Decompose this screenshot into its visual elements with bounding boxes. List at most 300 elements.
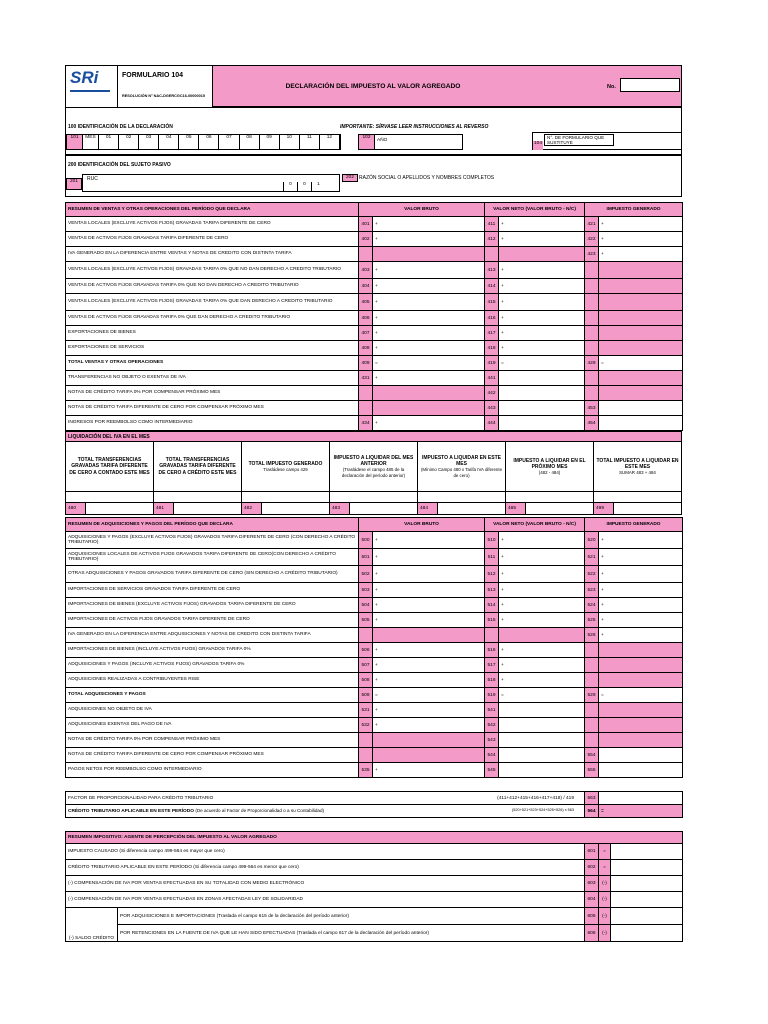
field-543[interactable]: [499, 733, 585, 748]
ident-section: [65, 107, 682, 155]
field-524[interactable]: +: [599, 598, 683, 613]
field-515[interactable]: +: [499, 613, 585, 628]
liq-column: [66, 442, 154, 515]
row-label: NOTAS DE CRÉDITO TARIFA 0% POR COMPENSAR PRÓXIMO MES: [66, 386, 359, 401]
field-519[interactable]: =: [499, 688, 585, 703]
field-415[interactable]: +: [499, 294, 585, 311]
field-509[interactable]: =: [373, 688, 485, 703]
field-code: 554: [585, 748, 599, 763]
field-code: [585, 718, 599, 733]
field-code: [585, 673, 599, 688]
field-502[interactable]: +: [373, 566, 485, 583]
table-row: [66, 532, 683, 549]
blank-field: [599, 703, 683, 718]
field-code: 506: [359, 643, 373, 658]
row-label: EXPORTACIONES DE SERVICIOS: [66, 341, 359, 356]
field-code: 414: [485, 279, 499, 294]
field-code: [585, 371, 599, 386]
field-506[interactable]: +: [373, 643, 485, 658]
field-code: 454: [585, 416, 599, 431]
field-code: 406: [359, 311, 373, 326]
mes-label: MES: [83, 135, 99, 149]
liq-value[interactable]: [86, 503, 153, 514]
logo-underline: [70, 90, 110, 92]
field-401[interactable]: +: [373, 217, 485, 232]
month-cell-10[interactable]: 10: [280, 135, 300, 149]
factor-label: FACTOR DE PROPORCIONALIDAD PARA CRÉDITO TRIBUTARIO: [68, 795, 214, 801]
field-code: 508: [359, 673, 373, 688]
form-number-field[interactable]: [620, 78, 680, 92]
month-cell-08[interactable]: 08: [240, 135, 260, 149]
anio-label[interactable]: AÑO: [377, 138, 388, 143]
field-523[interactable]: +: [599, 583, 683, 598]
field-code: 521: [585, 549, 599, 566]
blank-field: [599, 733, 683, 748]
liq-column: [594, 442, 682, 515]
saldo-code: 606: [585, 925, 599, 942]
field-405[interactable]: +: [373, 294, 485, 311]
table-row: [66, 763, 683, 778]
credito-formula: (520+521+523+524+525+526) x 563: [512, 808, 574, 812]
adq-title: RESUMEN DE ADQUISICIONES Y PAGOS DEL PERÍODO QUE DECLARA: [66, 518, 359, 532]
field-518[interactable]: +: [499, 673, 585, 688]
field-535[interactable]: +: [373, 763, 485, 778]
field-code: 434: [359, 416, 373, 431]
field-code: 431: [359, 371, 373, 386]
saldo-row-label: POR ADQUISICIONES E IMPORTACIONES (Traslada el campo 615 de la declaración del período anterior): [118, 908, 585, 925]
field-531[interactable]: +: [373, 703, 485, 718]
field-513[interactable]: +: [499, 583, 585, 598]
row-label: ADQUISICIONES Y PAGOS (INCLUYE ACTIVOS FIJOS) GRAVADOS TARIFA 0%: [66, 658, 359, 673]
field-520[interactable]: +: [599, 532, 683, 549]
table-row: [66, 326, 683, 341]
field-441[interactable]: [499, 371, 585, 386]
field-510[interactable]: +: [499, 532, 585, 549]
liq-column: [242, 442, 330, 515]
imp-value[interactable]: [611, 876, 683, 892]
imp-value[interactable]: [611, 844, 683, 860]
saldo-label: (-) SALDO CRÉDITO: [66, 908, 118, 942]
field-code: 509: [359, 688, 373, 703]
field-code: 514: [485, 598, 499, 613]
field-418[interactable]: +: [499, 341, 585, 356]
table-row: [66, 341, 683, 356]
field-526[interactable]: +: [599, 628, 683, 643]
field-code: 421: [585, 217, 599, 232]
field-code: 517: [485, 658, 499, 673]
field-423[interactable]: +: [599, 247, 683, 262]
code-202: 202: [342, 174, 358, 182]
field-453[interactable]: [599, 401, 683, 416]
ventas-h-neto: VALOR NETO (VALOR BRUTO - N/C): [485, 203, 585, 217]
field-429[interactable]: =: [599, 356, 683, 371]
blank-field: [373, 386, 485, 401]
blank-field: [599, 673, 683, 688]
field-code: [585, 643, 599, 658]
field-544[interactable]: [499, 748, 585, 763]
row-label: IVA GENERADO EN LA DIFERENCIA ENTRE ADQUISICIONES Y NOTAS DE CREDITO CON DISTINTA TARIFA: [66, 628, 359, 643]
month-cell-01[interactable]: 01: [99, 135, 119, 149]
liq-value[interactable]: [438, 503, 505, 514]
row-label: NOTAS DE CRÉDITO TARIFA DIFERENTE DE CERO POR COMPENSAR PRÓXIMO MES: [66, 401, 359, 416]
imp-sign: (-): [599, 876, 611, 892]
field-505[interactable]: +: [373, 613, 485, 628]
blank-field: [599, 294, 683, 311]
row-label: VENTAS LOCALES (EXCLUYE ACTIVOS FIJOS) GRAVADAS TARIFA 0% QUE NO DAN DERECHO A CREDITO TRIBUTARIO: [66, 262, 359, 279]
code-564: 564: [585, 805, 599, 818]
field-code: 522: [585, 566, 599, 583]
field-code: 542: [485, 718, 499, 733]
field-code: 423: [585, 247, 599, 262]
blank-field: [599, 718, 683, 733]
month-grid: [66, 134, 341, 150]
field-422[interactable]: +: [599, 232, 683, 247]
field-code: 442: [485, 386, 499, 401]
field-444[interactable]: [499, 416, 585, 431]
adq-section: [65, 517, 683, 778]
blank-field: [599, 311, 683, 326]
liq-value[interactable]: [350, 503, 417, 514]
ruc-field[interactable]: [82, 174, 340, 192]
table-row: [66, 733, 683, 748]
field-code: 516: [485, 643, 499, 658]
field-416[interactable]: +: [499, 311, 585, 326]
factor-value[interactable]: [599, 792, 683, 805]
field-code: 501: [359, 549, 373, 566]
table-row: [66, 262, 683, 279]
field-code: [585, 658, 599, 673]
field-508[interactable]: +: [373, 673, 485, 688]
liq-value[interactable]: [526, 503, 593, 514]
field-code: 429: [585, 356, 599, 371]
field-code: 416: [485, 311, 499, 326]
field-525[interactable]: +: [599, 613, 683, 628]
field-code: 411: [485, 217, 499, 232]
blank-field: [599, 326, 683, 341]
row-label: ADQUISICIONES NO OBJETO DE IVA: [66, 703, 359, 718]
month-cell-11[interactable]: 11: [300, 135, 320, 149]
liq-value[interactable]: [174, 503, 241, 514]
blank-field: [373, 748, 485, 763]
field-code: 535: [359, 763, 373, 778]
field-code: [585, 386, 599, 401]
field-code: 419: [485, 356, 499, 371]
imp-label: CRÉDITO TRIBUTARIO APLICABLE EN ESTE PERÍODO (Si diferencia campo 499-564 es menor que cero): [66, 860, 585, 876]
field-code: 515: [485, 613, 499, 628]
field-code: 407: [359, 326, 373, 341]
field-code: 519: [485, 688, 499, 703]
imp-label: (-) COMPENSACIÓN DE IVA POR VENTAS EFECTUADAS EN SU TOTALIDAD CON MEDIO ELECTRÓNICO: [66, 876, 585, 892]
imp-label: IMPUESTO CAUSADO (Si diferencia campo 499-564 es mayor que cero): [66, 844, 585, 860]
saldo-sign: (-): [599, 908, 611, 925]
table-row: [66, 613, 683, 628]
month-cell-12[interactable]: 12: [320, 135, 340, 149]
field-code: 402: [359, 232, 373, 247]
field-417[interactable]: +: [499, 326, 585, 341]
table-row: [66, 598, 683, 613]
liq-value[interactable]: [614, 503, 681, 514]
field-code: 529: [585, 688, 599, 703]
liq-header: TOTAL TRANSFERENCIAS GRAVADAS TARIFA DIFERENTE DE CERO A CRÉDITO ESTE MES: [158, 457, 237, 476]
adq-h-gen: IMPUESTO GENERADO: [585, 518, 683, 532]
sustituye-box: [532, 132, 682, 150]
table-row: [66, 247, 683, 262]
liq-code: 485: [506, 503, 526, 514]
liq-code: 499: [594, 503, 614, 514]
blank-field: [599, 371, 683, 386]
liq-header: TOTAL TRANSFERENCIAS GRAVADAS TARIFA DIFERENTE DE CERO A CONTADO ESTE MES: [69, 457, 150, 476]
blank-field: [599, 643, 683, 658]
row-label: VENTAS DE ACTIVOS FIJOS GRAVADAS TARIFA 0% QUE NO DAN DERECHO A CREDITO TRIBUTARIO: [66, 279, 359, 294]
liq-code: 483: [330, 503, 350, 514]
field-code: 526: [585, 628, 599, 643]
adq-table: [65, 517, 683, 778]
liq-sub: (Trasládese el campo 485 de la declaración del período anterior): [341, 467, 406, 478]
field-511[interactable]: +: [499, 549, 585, 566]
field-402[interactable]: +: [373, 232, 485, 247]
field-443[interactable]: [499, 401, 585, 416]
adq-h-bruto: VALOR BRUTO: [359, 518, 485, 532]
blank-field: [599, 341, 683, 356]
field-408[interactable]: +: [373, 341, 485, 356]
field-code: [359, 733, 373, 748]
field-code: [585, 294, 599, 311]
field-404[interactable]: +: [373, 279, 485, 294]
liq-value[interactable]: [262, 503, 329, 514]
month-cell-06[interactable]: 06: [199, 135, 219, 149]
field-555[interactable]: [599, 763, 683, 778]
field-code: [485, 247, 499, 262]
field-code: 409: [359, 356, 373, 371]
razon-label: RAZÓN SOCIAL O APELLIDOS Y NOMBRES COMPLETOS: [359, 175, 495, 181]
credito-sign: =: [599, 805, 683, 818]
blank-field: [373, 733, 485, 748]
ruc-digit: 0: [283, 182, 297, 191]
field-419[interactable]: =: [499, 356, 585, 371]
field-454[interactable]: [599, 416, 683, 431]
field-code: [585, 733, 599, 748]
field-code: [359, 748, 373, 763]
blank-field: [599, 658, 683, 673]
ident-title: 100 IDENTIFICACIÓN DE LA DECLARACIÓN: [68, 124, 173, 130]
field-503[interactable]: +: [373, 583, 485, 598]
liq-header: IMPUESTO A LIQUIDAR EN EL PRÓXIMO MES: [513, 457, 586, 470]
row-label: EXPORTACIONES DE BIENES: [66, 326, 359, 341]
field-code: 524: [585, 598, 599, 613]
table-row: [66, 549, 683, 566]
table-row: [66, 566, 683, 583]
form-header: [65, 65, 682, 107]
field-code: 504: [359, 598, 373, 613]
row-label: VENTAS LOCALES (EXCLUYE ACTIVOS FIJOS) GRAVADAS TARIFA DIFERENTE DE CERO: [66, 217, 359, 232]
field-code: 541: [485, 703, 499, 718]
month-cell-02[interactable]: 02: [119, 135, 139, 149]
sujeto-section: [65, 155, 682, 197]
field-code: 555: [585, 763, 599, 778]
liq-sub: SUMAR 483 + 484: [619, 470, 656, 475]
code-563: 563: [585, 792, 599, 805]
blank-field: [499, 628, 585, 643]
blank-field: [499, 247, 585, 262]
table-row: [66, 925, 683, 942]
table-row: [66, 673, 683, 688]
saldo-value[interactable]: [611, 908, 683, 925]
row-label: ADQUISICIONES LOCALES DE ACTIVOS FIJOS GRAVADOS TARIFA DIFERENTE DE CERO(CON DERECHO A CRÉDITO TRIBUTARIO): [66, 549, 359, 566]
field-code: 518: [485, 673, 499, 688]
table-row: [66, 232, 683, 247]
sri-logo: SRi: [70, 68, 99, 87]
month-cell-07[interactable]: 07: [219, 135, 239, 149]
field-code: 417: [485, 326, 499, 341]
table-row: [66, 386, 683, 401]
field-507[interactable]: +: [373, 658, 485, 673]
credito-label: CRÉDITO TRIBUTARIO APLICABLE EN ESTE PERÍODO: [68, 809, 194, 814]
month-cell-04[interactable]: 04: [159, 135, 179, 149]
table-row: [66, 658, 683, 673]
field-code: 403: [359, 262, 373, 279]
liq-header: IMPUESTO A LIQUIDAR EN ESTE MES: [422, 454, 501, 468]
row-label: IVA GENERADO EN LA DIFERENCIA ENTRE VENTAS Y NOTAS DE CREDITO CON DISTINTA TARIFA: [66, 247, 359, 262]
field-431[interactable]: +: [373, 371, 485, 386]
liq-header: IMPUESTO A LIQUIDAR DEL MES ANTERIOR: [333, 454, 414, 468]
saldo-sign: (-): [599, 925, 611, 942]
field-code: 413: [485, 262, 499, 279]
field-code: 405: [359, 294, 373, 311]
field-code: 513: [485, 583, 499, 598]
factor-formula: (411+412+415+416+417+418) / 419: [497, 795, 574, 801]
field-542[interactable]: [499, 718, 585, 733]
ruc-label: RUC: [87, 176, 98, 182]
month-cell-03[interactable]: 03: [139, 135, 159, 149]
table-row: [66, 279, 683, 294]
field-code: [485, 628, 499, 643]
field-504[interactable]: +: [373, 598, 485, 613]
ventas-section: [65, 202, 683, 431]
field-409[interactable]: =: [373, 356, 485, 371]
sujeto-title: 200 IDENTIFICACIÓN DEL SUJETO PASIVO: [68, 162, 171, 168]
imp-code: 603: [585, 876, 599, 892]
field-code: 412: [485, 232, 499, 247]
field-554[interactable]: [599, 748, 683, 763]
field-541[interactable]: [499, 703, 585, 718]
field-code: 441: [485, 371, 499, 386]
table-row: [66, 892, 683, 908]
liq-column: [154, 442, 242, 515]
imp-value[interactable]: [611, 860, 683, 876]
field-407[interactable]: +: [373, 326, 485, 341]
row-label: INGRESOS POR REEMBOLSO COMO INTERMEDIARIO: [66, 416, 359, 431]
field-500[interactable]: +: [373, 532, 485, 549]
field-411[interactable]: +: [499, 217, 585, 232]
table-row: [66, 748, 683, 763]
field-529[interactable]: =: [599, 688, 683, 703]
table-row: [66, 643, 683, 658]
table-row: [66, 908, 683, 925]
liq-column: [330, 442, 418, 515]
field-522[interactable]: +: [599, 566, 683, 583]
field-code: 422: [585, 232, 599, 247]
saldo-value[interactable]: [611, 925, 683, 942]
field-code: [585, 326, 599, 341]
field-412[interactable]: +: [499, 232, 585, 247]
form-title: FORMULARIO 104: [122, 72, 184, 79]
sustituye-label: N°. DE FORMULARIO QUE SUSTITUYE: [544, 134, 614, 146]
month-cell-05[interactable]: 05: [179, 135, 199, 149]
field-414[interactable]: +: [499, 279, 585, 294]
field-403[interactable]: +: [373, 262, 485, 279]
table-row: [66, 401, 683, 416]
field-434[interactable]: +: [373, 416, 485, 431]
field-532[interactable]: +: [373, 718, 485, 733]
field-421[interactable]: +: [599, 217, 683, 232]
row-label: NOTAS DE CRÉDITO TARIFA DIFERENTE DE CERO POR COMPENSAR PRÓXIMO MES: [66, 748, 359, 763]
ventas-table: [65, 202, 683, 431]
field-517[interactable]: +: [499, 658, 585, 673]
resolution: RESOLUCIÓN N° NAC-DGERCGC16-00000015: [122, 94, 205, 98]
row-label: NOTAS DE CRÉDITO TARIFA 0% POR COMPENSAR PRÓXIMO MES: [66, 733, 359, 748]
ruc-digits: [283, 182, 325, 191]
liq-section: [65, 431, 682, 515]
row-label: VENTAS DE ACTIVOS FIJOS GRAVADAS TARIFA DIFERENTE DE CERO: [66, 232, 359, 247]
field-545[interactable]: [499, 763, 585, 778]
liq-header: TOTAL IMPUESTO A LIQUIDAR EN ESTE MES: [596, 457, 679, 470]
field-code: [585, 341, 599, 356]
sri-logo-box: [66, 66, 118, 107]
liq-code: 482: [242, 503, 262, 514]
field-413[interactable]: +: [499, 262, 585, 279]
field-code: 544: [485, 748, 499, 763]
row-label: TRANSFERENCIAS NO OBJETO O EXENTAS DE IVA: [66, 371, 359, 386]
field-code: 511: [485, 549, 499, 566]
ruc-digit: 0: [297, 182, 311, 191]
field-code: 418: [485, 341, 499, 356]
field-512[interactable]: +: [499, 566, 585, 583]
table-row: [66, 844, 683, 860]
field-code: 510: [485, 532, 499, 549]
row-label: OTRAS ADQUISICIONES Y PAGOS GRAVADOS TARIFA DIFERENTE DE CERO (SIN DERECHO A CRÉDITO TRIBUTARIO): [66, 566, 359, 583]
field-516[interactable]: +: [499, 643, 585, 658]
ventas-h-gen: IMPUESTO GENERADO: [585, 203, 683, 217]
table-row: [66, 703, 683, 718]
field-code: [585, 311, 599, 326]
field-442[interactable]: [499, 386, 585, 401]
imp-value[interactable]: [611, 892, 683, 908]
field-code: [585, 262, 599, 279]
imp-code: 604: [585, 892, 599, 908]
row-label: IMPORTACIONES DE BIENES (EXCLUYE ACTIVOS FIJOS) GRAVADOS TARIFA DIFERENTE DE CERO: [66, 598, 359, 613]
field-code: [585, 279, 599, 294]
field-code: 505: [359, 613, 373, 628]
row-label: IMPORTACIONES DE ACTIVOS FIJOS GRAVADOS TARIFA DIFERENTE DE CERO: [66, 613, 359, 628]
table-row: [66, 860, 683, 876]
row-label: IMPORTACIONES DE SERVICIOS GRAVADOS TARIFA DIFERENTE DE CERO: [66, 583, 359, 598]
field-code: 444: [485, 416, 499, 431]
row-label: IMPORTACIONES DE BIENES (INCLUYE ACTIVOS FIJOS) GRAVADOS TARIFA 0%: [66, 643, 359, 658]
month-cell-09[interactable]: 09: [260, 135, 280, 149]
field-514[interactable]: +: [499, 598, 585, 613]
field-code: 404: [359, 279, 373, 294]
row-label: TOTAL ADQUISICIONES Y PAGOS: [66, 688, 359, 703]
field-406[interactable]: +: [373, 311, 485, 326]
table-row: [66, 217, 683, 232]
field-code: [359, 247, 373, 262]
code-201: 201: [66, 178, 82, 190]
field-521[interactable]: +: [599, 549, 683, 566]
table-row: [66, 356, 683, 371]
row-label: TOTAL VENTAS Y OTRAS OPERACIONES: [66, 356, 359, 371]
field-501[interactable]: +: [373, 549, 485, 566]
table-row: [66, 718, 683, 733]
